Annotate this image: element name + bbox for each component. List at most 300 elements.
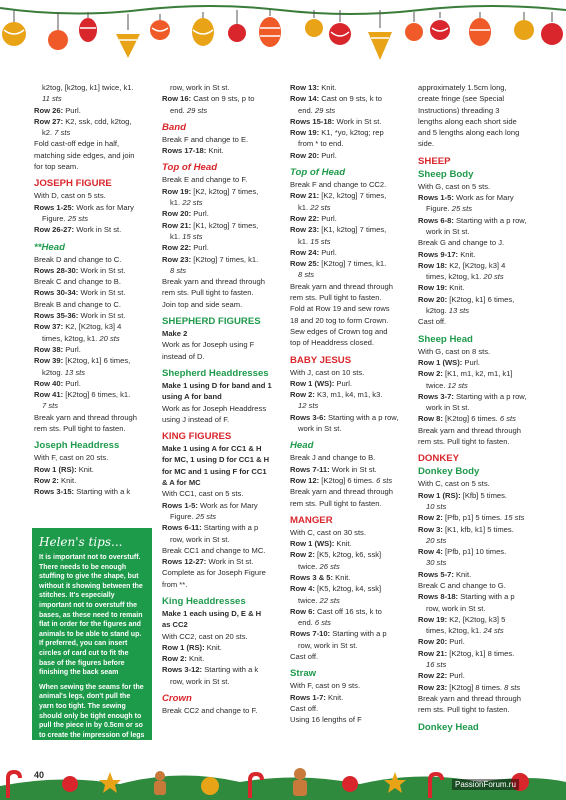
row-text: 12 sts — [298, 401, 319, 411]
row-label: Row 2: — [290, 550, 315, 560]
pattern-line — [34, 93, 152, 104]
pattern-line — [290, 628, 408, 639]
row-text: [K1, k2tog] 7 times, — [319, 225, 387, 235]
pattern-line — [34, 423, 152, 434]
section-heading — [290, 354, 408, 367]
row-text: top of Headdress closed. — [290, 338, 375, 348]
stitch-count: 25 sts — [195, 511, 217, 521]
row-text: BABY JESUS — [290, 354, 352, 366]
row-text: Break yarn and thread through — [34, 412, 138, 422]
row-label: Row 1 (RS): — [162, 642, 205, 652]
row-text: Purl. — [319, 150, 337, 160]
pattern-line — [162, 265, 280, 276]
pattern-line — [162, 500, 280, 511]
row-text: Cast off 16 sts, k to — [314, 606, 382, 616]
pattern-line — [418, 512, 542, 523]
pattern-line — [418, 127, 542, 138]
pattern-line — [290, 190, 408, 201]
row-text: row, work in St st. — [298, 640, 358, 650]
row-text: Straw — [290, 668, 317, 680]
stitch-count: 8 sts — [504, 682, 521, 692]
pattern-line — [290, 127, 408, 138]
row-text: Starting with a p row, — [453, 391, 527, 401]
pattern-line — [34, 389, 152, 400]
row-text: row, work in St st. — [170, 83, 230, 92]
section-heading — [418, 333, 542, 346]
pattern-line — [34, 333, 152, 344]
pattern-line — [34, 287, 152, 298]
row-text: Head — [290, 440, 314, 452]
stitch-count: 22 sts — [182, 198, 203, 208]
pattern-line — [34, 213, 152, 224]
row-text: Work as for Joseph using F — [162, 340, 255, 350]
row-label: Row 2: — [290, 390, 315, 400]
pattern-line — [34, 254, 152, 265]
pattern-line — [34, 150, 152, 161]
row-text: Purl. — [447, 637, 465, 647]
row-text: K2, [K2tog, k3] 4 — [63, 322, 122, 332]
pattern-line — [34, 190, 152, 201]
pattern-line — [162, 242, 280, 253]
row-text: Break C and change to B. — [34, 277, 121, 287]
pattern-line — [290, 527, 408, 538]
row-text: [K2tog] 7 times, k1. — [319, 259, 387, 269]
section-heading — [290, 439, 408, 452]
row-text: instead of D. — [162, 351, 205, 361]
pattern-line — [418, 105, 542, 116]
row-label: Rows 17-18: — [162, 146, 207, 156]
pattern-line — [418, 569, 542, 580]
row-text: Sheep Head — [418, 333, 473, 345]
pattern-line — [290, 258, 408, 269]
section-heading — [418, 452, 542, 465]
stitch-count: 26 sts — [319, 561, 340, 571]
section-heading — [162, 161, 280, 174]
section-heading — [162, 367, 280, 380]
pattern-line — [34, 202, 152, 213]
pattern-line — [162, 254, 280, 265]
row-text: Starting with a k — [202, 665, 259, 675]
row-text: Break B and change to C. — [34, 299, 121, 309]
row-text: Knit. — [204, 642, 222, 652]
pattern-line — [418, 693, 542, 704]
text-column-4 — [418, 82, 542, 734]
pattern-line — [290, 617, 408, 628]
row-label: Row 19: — [418, 614, 448, 624]
pattern-line — [290, 452, 408, 463]
row-label: Rows 12-27: — [162, 557, 207, 567]
row-text: Knit. — [206, 146, 224, 156]
pattern-line — [418, 215, 542, 226]
row-label: Rows 1-5: — [418, 193, 454, 203]
row-label: Row 39: — [34, 356, 64, 366]
pattern-line — [34, 276, 152, 287]
pattern-line — [34, 367, 152, 378]
row-label: Row 1 (WS): — [290, 378, 335, 388]
tips-paragraph: When sewing the seams for the animal's legs, don't pull the yarn too tight. The sewing should only be tight enough to pull the piece in by 0.5cm or so to create the impression of legs — [39, 683, 145, 739]
row-text: matching side edges, and join — [34, 150, 135, 160]
pattern-line — [290, 389, 408, 400]
pattern-line — [34, 412, 152, 423]
pattern-line — [418, 380, 542, 391]
pattern-line — [162, 676, 280, 687]
row-text: Purl. — [63, 378, 81, 388]
row-label: Row 22: — [162, 243, 192, 253]
pattern-line — [162, 380, 280, 391]
row-text: Knit. — [453, 569, 472, 579]
pattern-line — [162, 443, 280, 454]
row-label: Row 1 (RS): — [418, 490, 461, 500]
row-text: Starting with a p — [201, 523, 259, 533]
row-label: Row 16: — [162, 94, 192, 104]
row-label: Row 21: — [290, 191, 320, 201]
section-heading — [34, 177, 152, 190]
pattern-line — [290, 202, 408, 213]
row-text: Knit. — [58, 475, 77, 485]
row-label: Row 20: — [418, 637, 448, 647]
pattern-line — [418, 478, 542, 489]
pattern-line — [162, 174, 280, 185]
row-text: [K1, k2tog] 7 times, — [191, 220, 259, 230]
row-text: Band — [162, 121, 186, 133]
pattern-line — [418, 368, 542, 379]
ornament-icon — [2, 10, 26, 46]
row-text: [K1, m1, k2, m1, k1] — [442, 369, 513, 379]
ornament-icon — [48, 12, 68, 50]
row-label: Rows 9-17: — [418, 249, 459, 259]
row-label: Row 40: — [34, 378, 64, 388]
row-text: [K2tog, k1] 6 times, — [63, 356, 131, 366]
row-label: Rows 30-34: — [34, 288, 79, 298]
row-text: 10 sts — [426, 501, 447, 511]
pattern-line — [162, 186, 280, 197]
pattern-line — [290, 651, 408, 662]
row-text: 11 sts — [42, 94, 62, 104]
pattern-line — [418, 82, 542, 93]
pattern-line — [34, 486, 152, 497]
pattern-line — [34, 321, 152, 332]
row-label: Row 2: — [34, 475, 59, 485]
row-label: Row 14: — [290, 94, 320, 104]
stitch-count: 25 sts — [451, 204, 473, 214]
pattern-line — [162, 351, 280, 362]
pattern-line — [418, 535, 542, 546]
pattern-line — [418, 614, 542, 625]
pattern-line — [34, 105, 152, 116]
row-text: end. — [170, 105, 187, 115]
pattern-line — [34, 355, 152, 366]
pattern-line — [162, 653, 280, 664]
pattern-line — [162, 488, 280, 499]
watermark: PassionForum.ru — [452, 779, 519, 790]
pattern-line — [290, 606, 408, 617]
pattern-line — [290, 498, 408, 509]
row-text: work in St st. — [298, 424, 342, 434]
row-text: Purl. — [63, 344, 81, 354]
row-text: Top of Head — [290, 167, 346, 179]
stitch-count: 22 sts — [319, 595, 340, 605]
row-label: Rows 7-10: — [290, 629, 331, 639]
row-label: Rows 35-36: — [34, 311, 79, 321]
bauble-icon — [201, 777, 219, 795]
row-label: Rows 15-18: — [290, 116, 335, 126]
row-label: Rows 3-6: — [290, 412, 326, 422]
bauble-icon — [342, 776, 358, 792]
pattern-line — [418, 402, 542, 413]
row-text: rem sts. Pull tight to fasten. — [290, 293, 382, 303]
row-text: With G, cast on 8 sts. — [418, 346, 491, 356]
stitch-count: 20 sts — [483, 272, 504, 282]
row-text: Work in St st. — [206, 557, 254, 567]
row-text: end. — [298, 105, 315, 115]
row-text: twice. — [426, 380, 448, 390]
pattern-line — [290, 224, 408, 235]
row-text: With F, cast on 9 sts. — [290, 681, 361, 691]
section-heading — [162, 121, 280, 134]
pattern-line — [418, 116, 542, 127]
row-text: Break F and change to E. — [162, 134, 249, 144]
section-heading — [418, 721, 542, 734]
row-label: Row 23: — [162, 254, 192, 264]
row-text: 7 sts — [42, 401, 59, 411]
row-text: [K2, k2tog] 7 times, — [191, 186, 259, 196]
row-text: Break yarn and thread through — [418, 425, 522, 435]
pattern-line — [162, 705, 280, 716]
tips-paragraph: It is important not to overstuff. There needs to be enough stuffing to give the shape, but without it showing between the stitches. It's especially important not to overstuff the bases, as these need to remain flat in order for the figures and animals to be able to stand up. If preferred, you can insert circles of card cut to fit the base of the figures before finishing the back seam — [39, 554, 143, 677]
row-text: [K2tog] 6 times. — [442, 414, 500, 424]
row-text: With D, cast on 5 sts. — [34, 191, 106, 201]
pattern-line — [418, 316, 542, 327]
pattern-line — [290, 247, 408, 258]
row-text: [K2tog] 6 times, k1. — [63, 390, 131, 400]
pattern-line — [418, 425, 542, 436]
pattern-line — [418, 282, 542, 293]
row-text: 16 sts — [426, 660, 447, 670]
row-text: Starting with a p row, — [453, 215, 527, 225]
pattern-line — [290, 150, 408, 161]
row-text: Break yarn and thread through — [418, 693, 522, 703]
pattern-line — [290, 213, 408, 224]
pattern-line — [290, 400, 408, 411]
section-heading — [290, 667, 408, 680]
row-label: Row 2: — [418, 369, 443, 379]
row-label: Row 2: — [162, 654, 187, 664]
row-text: Cast off. — [418, 317, 447, 327]
pattern-line — [162, 477, 280, 488]
row-label: Row 20: — [162, 209, 192, 219]
pattern-line — [290, 583, 408, 594]
pattern-line — [290, 303, 408, 314]
stitch-count: 6 sts — [314, 618, 331, 628]
ornament-icon — [116, 14, 140, 58]
pattern-line — [418, 226, 542, 237]
ornament-icon — [368, 10, 392, 60]
stitch-count: 24 sts — [483, 626, 504, 636]
row-text: MANGER — [290, 514, 333, 526]
row-text: using A for band — [162, 392, 222, 402]
row-text: Sew edges of Crown tog and — [290, 326, 388, 336]
ornament-icon — [541, 12, 563, 45]
row-text: create fringe (see Special — [418, 94, 505, 104]
row-text: Crown — [162, 693, 192, 705]
row-text: With CC2, cast on 20 sts. — [162, 631, 248, 641]
pattern-line — [418, 436, 542, 447]
section-heading — [418, 155, 542, 168]
pattern-line — [162, 466, 280, 477]
pattern-line — [418, 659, 542, 670]
row-text: Work in St st. — [74, 225, 122, 235]
row-label: Row 8: — [418, 414, 443, 424]
pattern-line — [162, 105, 280, 116]
row-text: for top seam. — [34, 162, 79, 172]
pattern-line — [418, 591, 542, 602]
pattern-line — [418, 704, 542, 715]
row-text: k2tog, [k2tog, k1] twice, k1. — [42, 83, 134, 92]
section-subheading — [418, 168, 542, 181]
pattern-line — [34, 127, 152, 138]
row-text: side. — [418, 139, 435, 149]
row-text: Purl. — [191, 209, 209, 219]
row-text: DONKEY — [418, 453, 460, 465]
row-label: Rows 1-7: — [290, 692, 326, 702]
row-text: using J instead of F. — [162, 414, 230, 424]
pattern-line — [290, 105, 408, 116]
row-label: Rows 8-18: — [418, 592, 459, 602]
row-text: Join top and side seam. — [162, 299, 243, 309]
row-label: Row 12: — [290, 475, 320, 485]
row-text: k2tog. — [42, 367, 65, 377]
row-label: Rows 3-12: — [162, 665, 203, 675]
row-label: Rows 1-5: — [162, 500, 198, 510]
row-label: Rows 6-11: — [162, 523, 202, 533]
row-text: row, work in St st. — [170, 676, 230, 686]
pattern-line — [162, 287, 280, 298]
ornament-icon — [514, 12, 534, 40]
pattern-line — [290, 475, 408, 486]
section-heading — [290, 166, 408, 179]
row-text: Starting with a p row, — [325, 412, 399, 422]
row-text: for MC and 1 using F for CC1 — [162, 466, 267, 476]
row-text: Purl. — [191, 243, 209, 253]
ornament-icon — [79, 12, 97, 42]
pattern-line — [34, 138, 152, 149]
pattern-line — [162, 403, 280, 414]
ornament-icon — [329, 10, 351, 45]
row-label: Rows 7-11: — [290, 464, 330, 474]
row-text: Purl. — [462, 357, 481, 367]
row-text: Break yarn and thread through — [290, 487, 394, 497]
row-text: from **. — [162, 579, 188, 589]
pattern-line — [418, 682, 542, 693]
row-label: Row 4: — [290, 584, 315, 594]
row-text: With C, cast on 5 sts. — [418, 479, 490, 489]
row-label: Row 21: — [162, 220, 192, 230]
row-text: rem sts. Pull tight to fasten. — [162, 288, 254, 298]
pattern-line — [34, 82, 152, 93]
pattern-line — [162, 608, 280, 619]
row-text: Purl. — [319, 247, 337, 257]
row-text: Cast off. — [290, 703, 319, 713]
row-label: Row 38: — [34, 344, 64, 354]
pattern-line — [34, 310, 152, 321]
row-text: Sheep Body — [418, 168, 474, 180]
row-text: Work in St st. — [78, 288, 126, 298]
row-label: Row 27: — [34, 116, 64, 126]
row-text: k1. — [170, 198, 183, 208]
row-text: Complete as for Joseph Figure — [162, 568, 266, 578]
row-text: Make 1 using A for CC1 & H — [162, 444, 262, 454]
pattern-line — [290, 714, 408, 725]
row-text: Figure. — [42, 213, 68, 223]
section-heading — [34, 439, 152, 452]
ornament-icon — [259, 10, 281, 47]
row-text: [Kfb] 5 times. — [460, 490, 508, 500]
pattern-line — [290, 292, 408, 303]
row-text: approximately 1.5cm long, — [418, 83, 507, 92]
christmas-decoration-bottom — [0, 738, 566, 800]
pattern-line — [418, 391, 542, 402]
page-number: 40 — [34, 770, 45, 780]
pattern-line — [290, 549, 408, 560]
row-text: KING FIGURES — [162, 431, 232, 443]
row-text: Make 1 using D for band and 1 — [162, 380, 272, 390]
row-text: and 5 lengths along each long — [418, 128, 520, 138]
row-text: Purl. — [319, 213, 337, 223]
stitch-count: 20 sts — [99, 333, 120, 343]
row-label: Row 19: — [418, 283, 448, 293]
pattern-line — [162, 299, 280, 310]
tips-text — [39, 553, 145, 740]
pattern-line — [162, 556, 280, 567]
section-heading — [290, 514, 408, 527]
row-label: Rows 6-8: — [418, 215, 454, 225]
stitch-count: 15 sts — [504, 513, 525, 523]
row-text: Cast on 9 sts, k to — [319, 94, 383, 104]
section-heading — [162, 430, 280, 443]
pattern-line — [34, 116, 152, 127]
gingerbread-icon — [154, 771, 166, 795]
row-text: Fold cast-off edge in half, — [34, 139, 120, 149]
row-text: [K1, kfb, k1] 5 times. — [442, 524, 514, 534]
pattern-line — [162, 511, 280, 522]
pattern-line — [34, 344, 152, 355]
row-text: Purl. — [334, 378, 353, 388]
row-text: times, k2tog, k1. — [426, 272, 484, 282]
row-text: Knit. — [447, 283, 465, 293]
pattern-line — [418, 237, 542, 248]
row-label: Rows 3 & 5: — [290, 572, 334, 582]
pattern-line — [418, 648, 542, 659]
pattern-line — [162, 231, 280, 242]
row-text: Work in St st. — [78, 311, 126, 321]
section-subheading — [418, 465, 542, 478]
bauble-icon — [62, 776, 78, 792]
pattern-line — [418, 260, 542, 271]
row-text: twice. — [298, 561, 320, 571]
pattern-line — [162, 339, 280, 350]
stitch-count: 6 sts — [499, 414, 516, 424]
pattern-line — [34, 299, 152, 310]
row-text: Knit. — [334, 539, 352, 549]
row-text: Figure. — [426, 204, 452, 214]
row-label: Row 23: — [418, 682, 448, 692]
row-text: Knit. — [186, 654, 205, 664]
garland-decoration-top — [0, 0, 566, 72]
pattern-line — [162, 522, 280, 533]
row-text: Fold at Row 19 and sew rows — [290, 304, 390, 314]
pattern-line — [418, 501, 542, 512]
pattern-line — [418, 580, 542, 591]
